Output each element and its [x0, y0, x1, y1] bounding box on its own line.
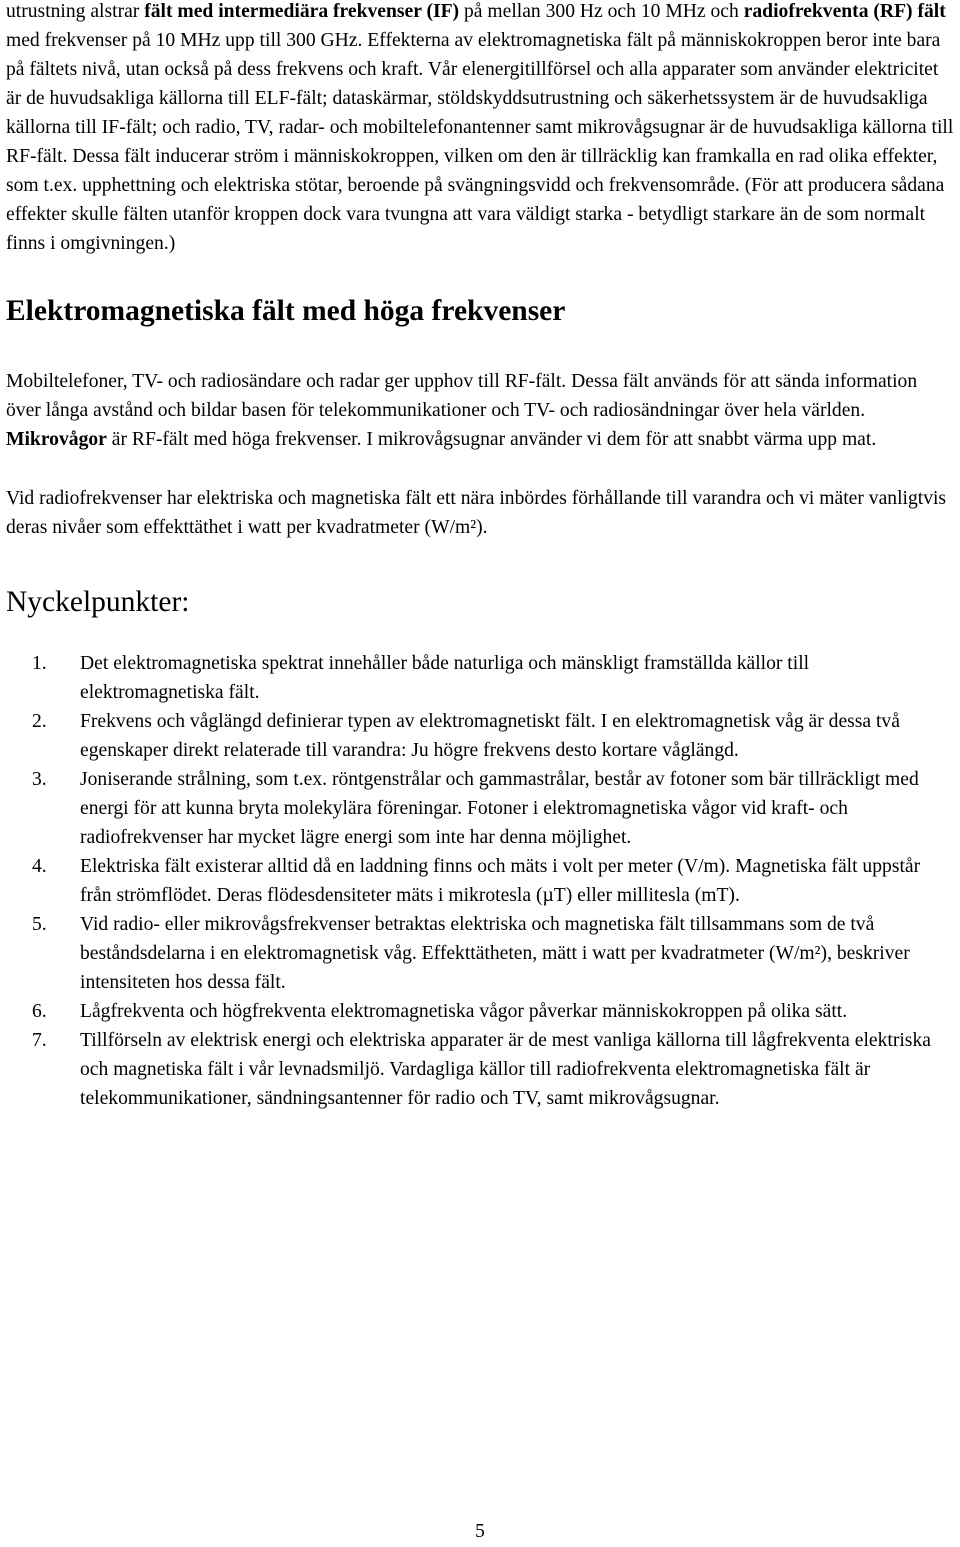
key-points-heading: Nyckelpunkter:: [6, 586, 190, 618]
list-item: [6, 765, 956, 852]
list-text: Vid radio- eller mikrovågsfrekvenser betraktas elektriska och magnetiska fält tillsammans som de två beståndsdelarna i en elektromagnetisk våg. Effekttätheten, mätt i watt per kvadratmeter (W/m²), beskriver intensiteten hos dessa fält.: [80, 914, 910, 993]
intro-text-1: utrustning alstrar: [6, 1, 145, 22]
key-points-list: [6, 649, 956, 1113]
intro-bold-rf: radiofrekventa (RF) fält: [743, 1, 946, 22]
list-item: [6, 852, 956, 910]
radio-paragraph: Vid radiofrekvenser har elektriska och magnetiska fält ett nära inbördes förhållande till varandra och vi mäter vanligtvis deras nivåer som effekttäthet i watt per kvadratmeter (W/m²).: [6, 488, 947, 538]
list-text: Elektriska fält existerar alltid då en laddning finns och mäts i volt per meter (V/m). Magnetiska fält uppstår från strömflödet. Deras flödesdensiteter mäts i mikrotesla (µT) eller millitesla (mT).: [80, 856, 921, 906]
list-item: [6, 649, 956, 707]
intro-text-3: med frekvenser på 10 MHz upp till 300 GHz. Effekterna av elektromagnetiska fält på människokroppen beror inte bara på fältets nivå, utan också på dess frekvens och kraft. Vår elenergitillförsel och alla apparater som använder elektricitet är de huvudsakliga källorna till ELF-fält; dataskärmar, stöldskyddsutrustning och säkerhetssystem är de huvudsakliga källorna till IF-fält; och radio, TV, radar- och mobiltelefonantenner samt mikrovågsugnar är de huvudsakliga källorna till RF-fält. Dessa fält inducerar ström i människokroppen, vilken om den är tillräcklig kan framkalla en rad olika effekter, som t.ex. upphettning och elektriska stötar, beroende på svängningsvidd och frekvensområde. (För att producera sådana effekter skulle fälten utanför kroppen dock vara tvungna att vara väldigt starka - betydligt starkare än de som normalt finns i omgivningen.): [6, 30, 954, 254]
intro-bold-if: fält med intermediära frekvenser (IF): [144, 1, 460, 22]
list-number: 2.: [32, 711, 47, 732]
list-text: Tillförseln av elektrisk energi och elektriska apparater är de mest vanliga källorna till lågfrekventa elektriska och magnetiska fält i vår levnadsmiljö. Vardagliga källor till radiofrekventa elektromagnetiska fält är telekommunikationer, sändningsantenner för radio och TV, samt mikrovågsugnar.: [80, 1030, 931, 1109]
mobile-text-1: Mobiltelefoner, TV- och radiosändare och radar ger upphov till RF-fält. Dessa fält används för att sända information över långa avstånd och bildar basen för telekommunikationer och TV- och radiosändningar över hela världen.: [6, 371, 918, 421]
list-number: 6.: [32, 1001, 47, 1022]
page-number: 5: [475, 1521, 485, 1542]
list-item: [6, 707, 956, 765]
list-item: [6, 1026, 956, 1113]
list-number: 4.: [32, 856, 47, 877]
list-number: 7.: [32, 1030, 47, 1051]
list-item: [6, 910, 956, 997]
list-number: 3.: [32, 769, 47, 790]
list-number: 5.: [32, 914, 47, 935]
list-text: Lågfrekventa och högfrekventa elektromagnetiska vågor påverkar människokroppen på olika sätt.: [80, 1001, 848, 1022]
intro-paragraph: [6, 0, 956, 258]
mobile-paragraph: [6, 367, 956, 454]
mobile-text-2: är RF-fält med höga frekvenser. I mikrovågsugnar använder vi dem för att snabbt värma upp mat.: [106, 429, 877, 450]
document-page: [6, 0, 956, 1113]
list-number: 1.: [32, 653, 47, 674]
mobile-bold-microwaves: Mikrovågor: [6, 429, 107, 450]
list-text: Det elektromagnetiska spektrat innehåller både naturliga och mänskligt framställda källor till elektromagnetiska fält.: [80, 653, 810, 703]
intro-text-2: på mellan 300 Hz och 10 MHz och: [459, 1, 744, 22]
list-text: Joniserande strålning, som t.ex. röntgenstrålar och gammastrålar, består av fotoner som bär tillräckligt med energi för att kunna bryta molekylära föreningar. Fotoner i elektromagnetiska vågor vid kraft- och radiofrekvenser har mycket lägre energi som inte har denna möjlighet.: [80, 769, 919, 848]
list-text: Frekvens och våglängd definierar typen av elektromagnetiskt fält. I en elektromagnetisk våg är dessa två egenskaper direkt relaterade till varandra: Ju högre frekvens desto kortare våglängd.: [80, 711, 900, 761]
section-heading: Elektromagnetiska fält med höga frekvenser: [6, 295, 566, 327]
list-item: [6, 997, 956, 1026]
